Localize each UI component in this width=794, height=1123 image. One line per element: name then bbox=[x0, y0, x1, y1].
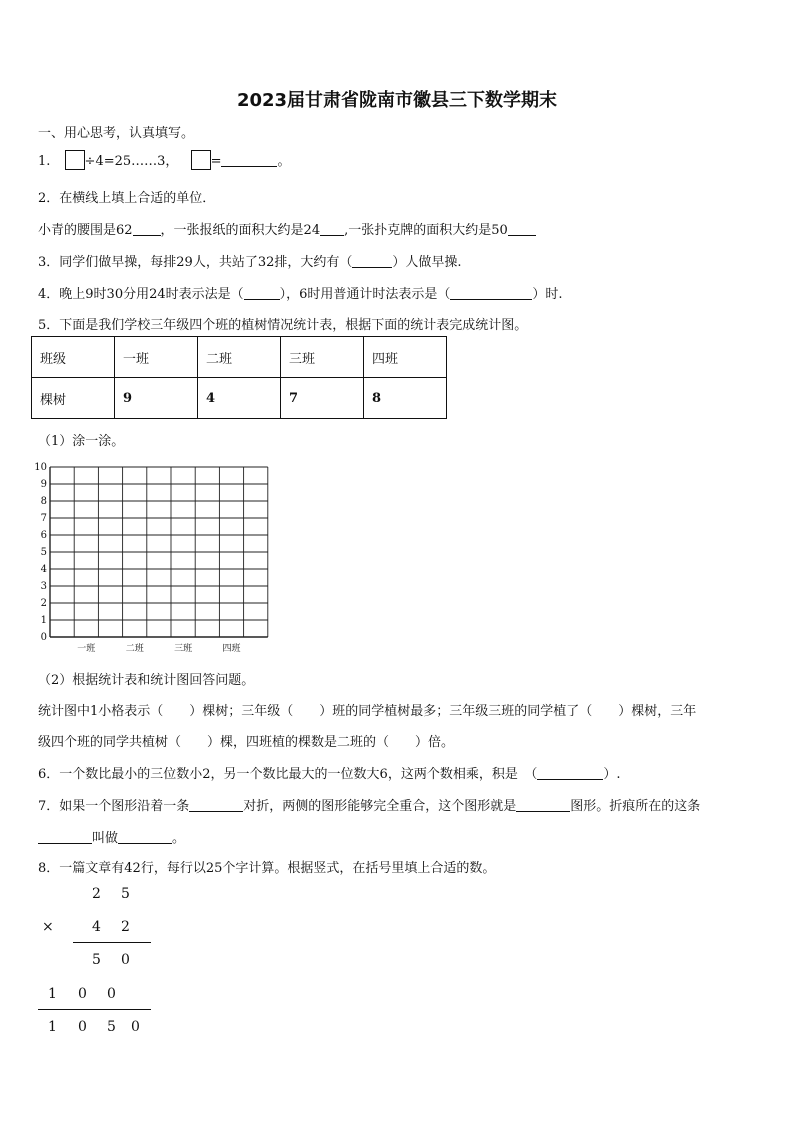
sub-question-2-line-1: 统计图中1小格表示（ ）棵树；三年级（ ）班的同学植树最多；三年级三班的同学植了（ ）棵树，三年 bbox=[38, 704, 697, 719]
question-3 bbox=[38, 251, 462, 270]
answer-blank-2[interactable] bbox=[516, 798, 570, 812]
digit: 0 bbox=[78, 1019, 87, 1035]
digit: 2 bbox=[92, 886, 101, 902]
question-2-sentence bbox=[38, 219, 536, 238]
sub-question-2: （2）根据统计表和统计图回答问题。 bbox=[38, 673, 255, 688]
answer-blank-3[interactable] bbox=[38, 830, 92, 844]
text-segment: 叫做 bbox=[92, 831, 119, 846]
table-cell: 一班 bbox=[115, 337, 198, 378]
y-tick-label: 2 bbox=[40, 598, 47, 609]
table-cell: 四班 bbox=[364, 337, 447, 378]
answer-blank-1[interactable] bbox=[189, 798, 243, 812]
y-tick-label: 6 bbox=[40, 530, 47, 541]
x-tick-label: 四班 bbox=[222, 644, 241, 654]
answer-blank[interactable] bbox=[352, 254, 392, 268]
underline-rule bbox=[73, 942, 151, 943]
stat-table bbox=[31, 336, 447, 419]
question-6 bbox=[38, 763, 620, 782]
digit: 5 bbox=[92, 952, 101, 968]
question-5: 5．下面是我们学校三年级四个班的植树情况统计表，根据下面的统计表完成统计图。 bbox=[38, 318, 528, 333]
question-7 bbox=[38, 795, 700, 814]
sub-question-1: （1）涂一涂。 bbox=[38, 434, 125, 449]
text-segment: 7．如果一个图形沿着一条 bbox=[38, 799, 190, 814]
digit: 5 bbox=[107, 1019, 116, 1035]
answer-blank[interactable] bbox=[537, 766, 603, 780]
digit: 0 bbox=[121, 952, 130, 968]
answer-blank-1[interactable] bbox=[244, 286, 280, 300]
y-tick-label: 1 bbox=[40, 615, 47, 626]
table-cell: 班级 bbox=[32, 337, 115, 378]
digit: 4 bbox=[92, 919, 101, 935]
y-tick-label: 8 bbox=[40, 496, 47, 507]
unit-blank-3[interactable] bbox=[508, 222, 536, 236]
text-segment: ）时. bbox=[532, 287, 563, 302]
text-segment: 对折，两侧的图形能够完全重合，这个图形就是 bbox=[243, 799, 517, 814]
text-segment: ）. bbox=[603, 767, 621, 782]
table-cell: 9 bbox=[115, 378, 198, 419]
section-heading: 一、用心思考，认真填写。 bbox=[38, 126, 195, 141]
digit: 0 bbox=[131, 1019, 140, 1035]
x-tick-label: 二班 bbox=[125, 644, 144, 654]
y-tick-label: 3 bbox=[40, 581, 47, 592]
table-cell: 4 bbox=[198, 378, 281, 419]
table-cell: 三班 bbox=[281, 337, 364, 378]
digit: 0 bbox=[107, 986, 116, 1002]
x-tick-label: 一班 bbox=[77, 644, 96, 654]
bar-chart-grid[interactable] bbox=[30, 458, 275, 658]
answer-box-dividend[interactable] bbox=[65, 150, 85, 170]
unit-blank-1[interactable] bbox=[133, 222, 161, 236]
sub-question-2-line-2: 级四个班的同学共植树（ ）棵，四班植的棵数是二班的（ ）倍。 bbox=[38, 735, 455, 750]
text-segment: ）人做早操. bbox=[392, 255, 462, 270]
text-segment: ），6时用普通计时法表示是（ bbox=[279, 287, 451, 302]
table-cell: 8 bbox=[364, 378, 447, 419]
equals-sign: = bbox=[210, 154, 222, 169]
y-tick-label: 0 bbox=[40, 632, 47, 643]
division-expression: ÷4=25……3， bbox=[84, 154, 179, 169]
x-tick-label: 三班 bbox=[174, 644, 193, 654]
y-tick-label: 7 bbox=[40, 513, 47, 524]
y-tick-label: 10 bbox=[34, 462, 47, 473]
text-segment: ,一张扑克牌的面积大约是50 bbox=[344, 223, 508, 238]
text-segment: 6．一个数比最小的三位数小2，另一个数比最大的一位数大6，这两个数相乘，积是 （ bbox=[38, 767, 538, 782]
times-sign: × bbox=[42, 919, 54, 935]
question-2: 2．在横线上填上合适的单位． bbox=[38, 191, 216, 206]
period: 。 bbox=[277, 154, 291, 169]
question-4 bbox=[38, 283, 563, 302]
digit: 0 bbox=[78, 986, 87, 1002]
y-tick-label: 5 bbox=[40, 547, 47, 558]
answer-blank[interactable] bbox=[221, 153, 277, 167]
digit: 5 bbox=[121, 886, 130, 902]
text-segment: ，一张报纸的面积大约是24 bbox=[160, 223, 321, 238]
table-cell: 二班 bbox=[198, 337, 281, 378]
digit: 1 bbox=[48, 1019, 57, 1035]
text-segment: 3．同学们做早操，每排29人，共站了32排，大约有（ bbox=[38, 255, 353, 270]
text-segment: 图形。折痕所在的这条 bbox=[570, 799, 701, 814]
answer-blank-2[interactable] bbox=[450, 286, 532, 300]
question-1 bbox=[38, 150, 290, 170]
question-8: 8．一篇文章有42行，每行以25个字计算。根据竖式，在括号里填上合适的数。 bbox=[38, 861, 496, 876]
page-title: 2023届甘肃省陇南市徽县三下数学期末 bbox=[236, 90, 558, 111]
question-1-number: 1. bbox=[38, 154, 51, 169]
answer-box-check[interactable] bbox=[191, 150, 211, 170]
digit: 1 bbox=[48, 986, 57, 1002]
table-cell: 棵树 bbox=[32, 378, 115, 419]
table-row bbox=[32, 378, 447, 419]
answer-blank-4[interactable] bbox=[118, 830, 172, 844]
text-segment: 。 bbox=[172, 831, 186, 846]
question-7-line-2 bbox=[38, 827, 185, 846]
unit-blank-2[interactable] bbox=[320, 222, 344, 236]
table-header-row bbox=[32, 337, 447, 378]
text-segment: 小青的腰围是62 bbox=[38, 223, 133, 238]
text-segment: 4．晚上9时30分用24时表示法是（ bbox=[38, 287, 244, 302]
underline-rule bbox=[38, 1009, 151, 1010]
digit: 2 bbox=[121, 919, 130, 935]
y-tick-label: 9 bbox=[40, 479, 47, 490]
table-cell: 7 bbox=[281, 378, 364, 419]
y-tick-label: 4 bbox=[40, 564, 47, 575]
